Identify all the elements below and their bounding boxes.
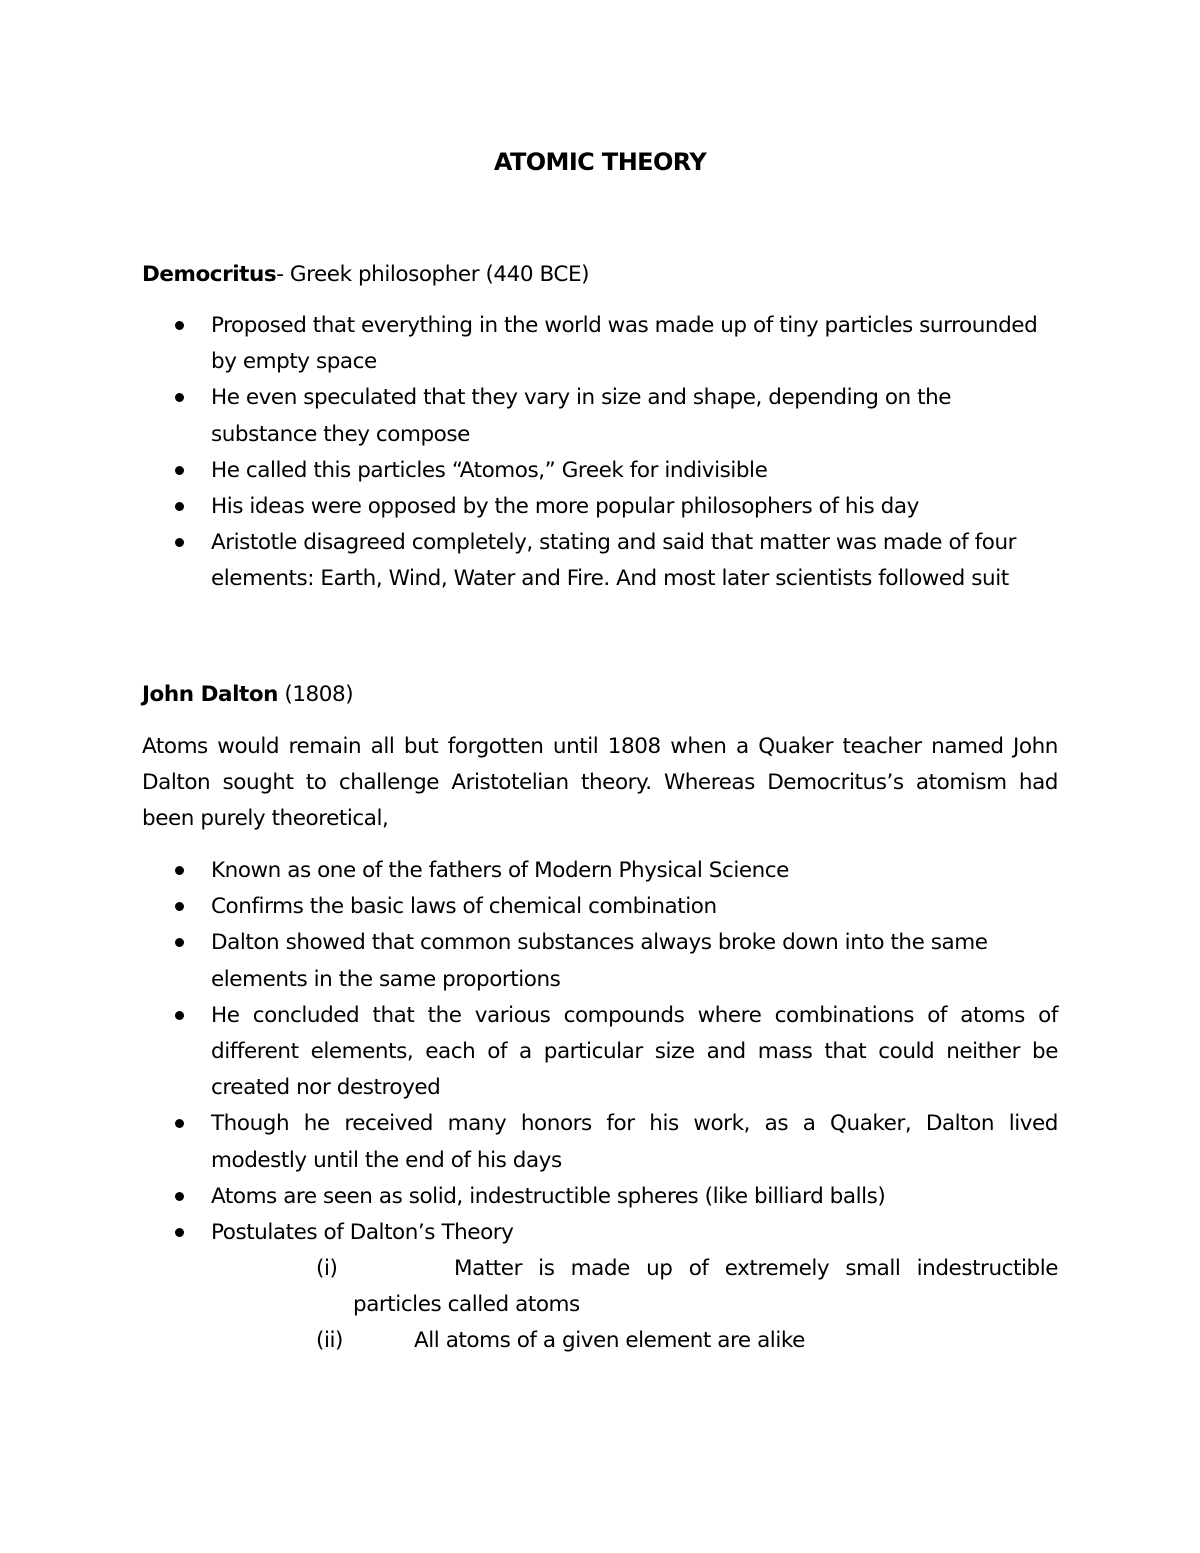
postulate-text: Matter is made up of extremely small indestructible [454,1256,1058,1281]
list-item [0,925,1058,997]
postulate-text: All atoms of a given element are alike [414,1328,805,1353]
list-item-text: He even speculated that they vary in size and shape, depending on the substance they compose [211,385,952,447]
list-item [0,853,1058,889]
bullet-icon [175,380,185,416]
bullet-icon [175,998,185,1034]
list-item-text: Dalton showed that common substances always broke down into the same elements in the same proportions [211,930,988,992]
list-item-text: He concluded that the various compounds where combinations of atoms of different elements, each of a particular size and mass that could neither be created nor destroyed [211,1002,1058,1101]
bullet-icon [175,1179,185,1215]
list-item [0,889,1058,925]
bullet-icon [175,853,185,889]
postulate-number: (i) [316,1256,338,1281]
list-item-text: Though he received many honors for his work, as a Quaker, Dalton lived modestly until the end of his days [211,1111,1058,1173]
list-item-text: Postulates of Dalton’s Theory [211,1220,514,1246]
bullet-icon [175,453,185,489]
dalton-heading [142,680,353,710]
list-item-text: Atoms are seen as solid, indestructible spheres (like billiard balls) [211,1183,886,1209]
dalton-bullet-list [0,853,1058,1251]
list-item [0,308,1058,380]
bullet-icon [175,925,185,961]
democritus-name: Democritus [142,262,277,287]
list-item [0,525,1058,597]
dalton-description: (1808) [278,682,354,707]
dalton-intro-paragraph: Atoms would remain all but forgotten until 1808 when a Quaker teacher named John Dalton sought to challenge Aristotelian theory. Whereas Democritus’s atomism had been purely theoretical, [142,734,1058,832]
dalton-name: John Dalton [142,682,278,707]
list-item-text: He called this particles “Atomos,” Greek for indivisible [211,457,768,483]
list-item [0,998,1058,1107]
bullet-icon [175,489,185,525]
democritus-bullet-list [0,308,1058,598]
list-item [0,1106,1058,1178]
document-title: ATOMIC THEORY [493,148,707,176]
postulate-number: (ii) [316,1328,343,1353]
list-item-text: Proposed that everything in the world was made up of tiny particles surrounded by empty space [211,313,1038,375]
list-item [0,453,1058,489]
bullet-icon [175,889,185,925]
bullet-icon [175,525,185,561]
list-item-text: Known as one of the fathers of Modern Physical Science [211,858,789,883]
postulate-text-continued: particles called atoms [353,1292,580,1317]
list-item-text: Confirms the basic laws of chemical combination [211,894,717,920]
list-item [0,380,1058,452]
list-item [0,489,1058,525]
list-item [0,1215,1058,1251]
list-item-text: Aristotle disagreed completely, stating and said that matter was made of four elements: Earth, Wind, Water and Fire. And most later scientists followed suit [211,530,1017,592]
bullet-icon [175,1106,185,1142]
bullet-icon [175,1215,185,1251]
democritus-description: - Greek philosopher (440 BCE) [276,262,590,287]
list-item-text: His ideas were opposed by the more popular philosophers of his day [211,494,919,520]
list-item [0,1179,1058,1215]
democritus-heading [142,260,589,290]
bullet-icon [175,308,185,344]
